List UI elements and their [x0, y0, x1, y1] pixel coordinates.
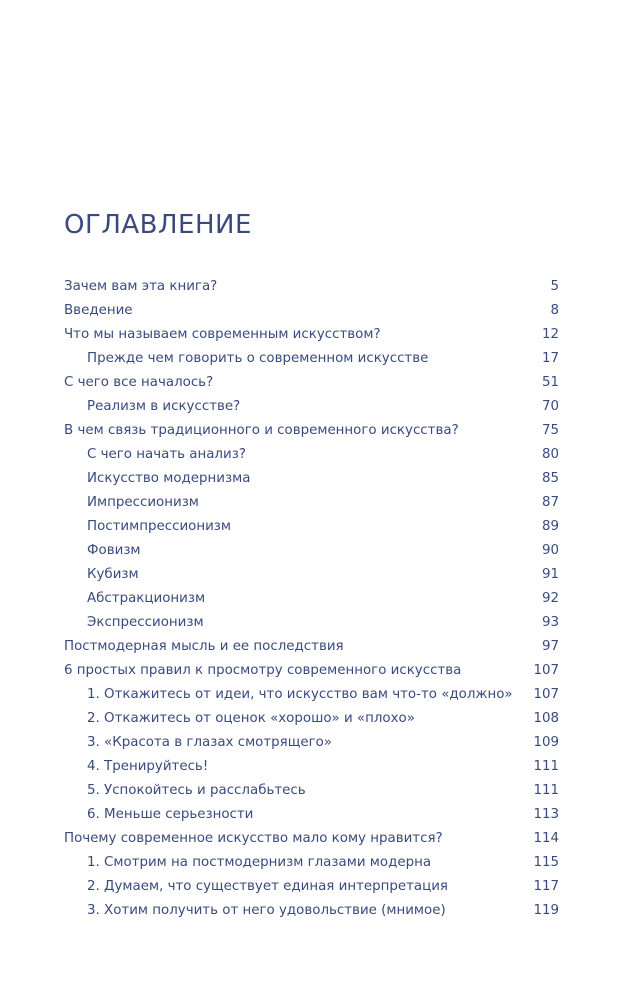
toc-entry-page-number: 111: [533, 758, 559, 774]
table-of-contents: [64, 274, 559, 922]
toc-entry: [64, 370, 559, 394]
toc-entry-title: Абстракционизм: [87, 590, 206, 606]
toc-entry-page-number: 109: [533, 734, 559, 750]
toc-entry-title: 6 простых правил к просмотру современного искусства: [64, 662, 462, 678]
toc-entry-title: Прежде чем говорить о современном искусстве: [87, 350, 429, 366]
toc-entry-title: Искусство модернизма: [87, 470, 251, 486]
toc-entry: [64, 394, 559, 418]
toc-entry-title: 1. Откажитесь от идеи, что искусство вам что-то «должно»: [87, 686, 513, 702]
toc-entry: [64, 826, 559, 850]
toc-entry: [64, 322, 559, 346]
toc-entry-title: Постимпрессионизм: [87, 518, 232, 534]
toc-entry-page-number: 8: [550, 302, 559, 318]
toc-entry-page-number: 97: [541, 638, 559, 654]
toc-entry: [64, 466, 559, 490]
toc-entry: [64, 874, 559, 898]
toc-entry-page-number: 5: [550, 278, 559, 294]
toc-entry-page-number: 113: [533, 806, 559, 822]
toc-entry-page-number: 80: [541, 446, 559, 462]
toc-entry: [64, 346, 559, 370]
toc-entry-page-number: 89: [541, 518, 559, 534]
toc-entry-page-number: 75: [541, 422, 559, 438]
toc-entry-page-number: 93: [541, 614, 559, 630]
toc-entry: [64, 538, 559, 562]
toc-entry-title: Фовизм: [87, 542, 141, 558]
toc-entry: [64, 490, 559, 514]
toc-entry: [64, 562, 559, 586]
toc-entry-page-number: 85: [541, 470, 559, 486]
toc-entry-page-number: 107: [533, 662, 559, 678]
toc-entry-title: Почему современное искусство мало кому нравится?: [64, 830, 443, 846]
toc-entry-page-number: 107: [533, 686, 559, 702]
toc-entry-title: Реализм в искусстве?: [87, 398, 241, 414]
toc-entry-page-number: 92: [541, 590, 559, 606]
toc-entry-title: В чем связь традиционного и современного искусства?: [64, 422, 459, 438]
toc-entry-title: 3. Хотим получить от него удовольствие (мнимое): [87, 902, 446, 918]
toc-entry-title: С чего начать анализ?: [87, 446, 246, 462]
toc-entry-page-number: 119: [533, 902, 559, 918]
toc-entry: [64, 898, 559, 922]
toc-entry-title: Что мы называем современным искусством?: [64, 326, 381, 342]
toc-entry-page-number: 51: [541, 374, 559, 390]
toc-entry-page-number: 87: [541, 494, 559, 510]
toc-entry: [64, 682, 559, 706]
toc-entry-page-number: 90: [541, 542, 559, 558]
toc-entry-title: С чего все началось?: [64, 374, 214, 390]
toc-entry-page-number: 111: [533, 782, 559, 798]
toc-entry-page-number: 114: [533, 830, 559, 846]
toc-entry-page-number: 117: [533, 878, 559, 894]
toc-entry-title: Кубизм: [87, 566, 139, 582]
toc-entry-title: 3. «Красота в глазах смотрящего»: [87, 734, 332, 750]
toc-entry-title: 2. Откажитесь от оценок «хорошо» и «плохо»: [87, 710, 415, 726]
toc-entry: [64, 730, 559, 754]
toc-entry-title: Импрессионизм: [87, 494, 199, 510]
toc-entry: [64, 658, 559, 682]
toc-entry: [64, 514, 559, 538]
toc-entry: [64, 850, 559, 874]
toc-entry: [64, 418, 559, 442]
toc-entry: [64, 634, 559, 658]
toc-entry-page-number: 91: [541, 566, 559, 582]
toc-entry: [64, 610, 559, 634]
toc-entry: [64, 586, 559, 610]
toc-entry-title: 6. Меньше серьезности: [87, 806, 254, 822]
toc-entry: [64, 298, 559, 322]
toc-entry-title: Экспрессионизм: [87, 614, 204, 630]
toc-entry: [64, 442, 559, 466]
toc-entry-title: 1. Смотрим на постмодернизм глазами модерна: [87, 854, 432, 870]
toc-entry-page-number: 70: [541, 398, 559, 414]
toc-entry: [64, 754, 559, 778]
toc-entry-title: Введение: [64, 302, 133, 318]
toc-entry: [64, 802, 559, 826]
toc-entry: [64, 706, 559, 730]
page-title: ОГЛАВЛЕНИЕ: [64, 210, 252, 240]
toc-entry-title: 5. Успокойтесь и расслабьтесь: [87, 782, 306, 798]
toc-entry-page-number: 108: [533, 710, 559, 726]
toc-entry-page-number: 17: [541, 350, 559, 366]
toc-entry-title: 4. Тренируйтесь!: [87, 758, 209, 774]
toc-entry-page-number: 115: [533, 854, 559, 870]
toc-entry-title: Зачем вам эта книга?: [64, 278, 218, 294]
toc-entry-title: Постмодерная мысль и ее последствия: [64, 638, 344, 654]
toc-entry-page-number: 12: [541, 326, 559, 342]
toc-entry-title: 2. Думаем, что существует единая интерпретация: [87, 878, 448, 894]
toc-entry: [64, 274, 559, 298]
toc-entry: [64, 778, 559, 802]
